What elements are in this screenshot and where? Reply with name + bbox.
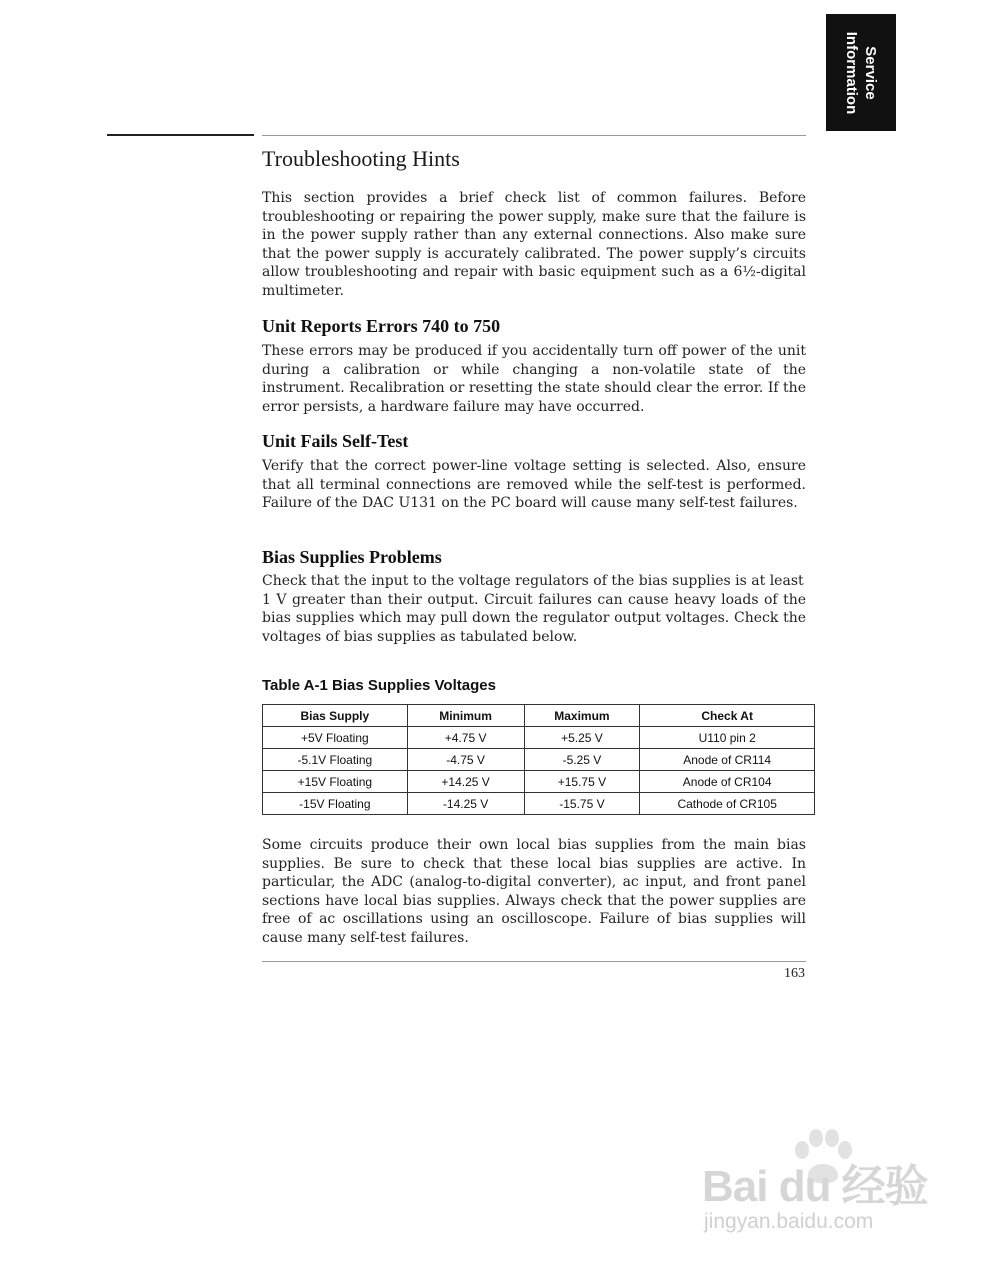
section-body-bias-line1: Check that the input to the voltage regulators of the bias supplies is at least <box>262 573 804 589</box>
section-tab-line2: Information <box>843 31 860 114</box>
table-cell: Anode of CR104 <box>640 771 815 793</box>
table-cell: -5.1V Floating <box>263 749 408 771</box>
table-cell: +5.25 V <box>524 727 640 749</box>
section-body-errors: These errors may be produced if you accidentally turn off power of the unit during a calibration or while changing a non-volatile state of the instrument. Recalibration or resetting the state should clear the error. If the error persists, a hardware failure may have occurred. <box>262 343 806 415</box>
header-rule-thick <box>107 134 254 136</box>
table-cell: +14.25 V <box>407 771 524 793</box>
watermark <box>700 1128 940 1248</box>
section-body-bias-line2: 1 V greater than their output. Circuit failures can cause heavy loads of the bias supplies which may pull down the regulator output voltages. Check the voltages of bias supplies as tabulated below. <box>262 591 806 645</box>
section-heading-errors: Unit Reports Errors 740 to 750 <box>262 316 501 336</box>
section-body-self-test: Verify that the correct power-line voltage setting is selected. Also, ensure that all terminal connections are removed while the self-test is performed. Failure of the DAC U131 on the PC board will cause many self-test failures. <box>262 458 806 511</box>
table-header-cell: Minimum <box>407 705 524 727</box>
closing-paragraph: Some circuits produce their own local bias supplies from the main bias supplies. Be sure to check that these local bias supplies are active. In particular, the ADC (analog-to-digital converter), ac input, and front panel sections have local bias supplies. Always check that the power supplies are free of ac oscillations using an oscilloscope. Failure of bias supplies will cause many self-test failures. <box>262 837 806 946</box>
table-header-cell: Bias Supply <box>263 705 408 727</box>
table-row <box>263 727 815 749</box>
section-heading-self-test: Unit Fails Self-Test <box>262 431 409 451</box>
table-cell: U110 pin 2 <box>640 727 815 749</box>
section-tab <box>826 14 896 131</box>
page-number: 163 <box>784 966 805 981</box>
header-rule-thin <box>262 135 806 136</box>
section-heading-bias: Bias Supplies Problems <box>262 547 442 567</box>
table-cell: +5V Floating <box>263 727 408 749</box>
table-cell: -14.25 V <box>407 793 524 815</box>
page-title: Troubleshooting Hints <box>262 146 460 171</box>
watermark-brand: Bai du 经验 <box>702 1162 928 1211</box>
table-row <box>263 771 815 793</box>
table-cell: -4.75 V <box>407 749 524 771</box>
section-body-bias <box>262 572 806 646</box>
section-tab-label <box>842 31 880 114</box>
table-cell: Anode of CR114 <box>640 749 815 771</box>
table-header-cell: Maximum <box>524 705 640 727</box>
table-cell: +15.75 V <box>524 771 640 793</box>
bias-supplies-table <box>262 704 815 815</box>
table-cell: -5.25 V <box>524 749 640 771</box>
table-header-cell: Check At <box>640 705 815 727</box>
section-tab-line1: Service <box>862 45 879 100</box>
table-cell: Cathode of CR105 <box>640 793 815 815</box>
watermark-url: jingyan.baidu.com <box>704 1210 874 1233</box>
table-row <box>263 749 815 771</box>
table-row <box>263 793 815 815</box>
table-cell: -15V Floating <box>263 793 408 815</box>
intro-paragraph: This section provides a brief check list of common failures. Before troubleshooting or repairing the power supply, make sure that the failure is in the power supply rather than any external connections. Also make sure that the power supply is accurately calibrated. The power supply’s circuits allow troubleshooting and repair with basic equipment such as a 6½-digital multimeter. <box>262 190 806 299</box>
table-cell: +15V Floating <box>263 771 408 793</box>
table-header-row <box>263 705 815 727</box>
table-cell: +4.75 V <box>407 727 524 749</box>
table-cell: -15.75 V <box>524 793 640 815</box>
table-caption: Table A-1 Bias Supplies Voltages <box>262 677 496 694</box>
footer-rule <box>262 961 806 962</box>
